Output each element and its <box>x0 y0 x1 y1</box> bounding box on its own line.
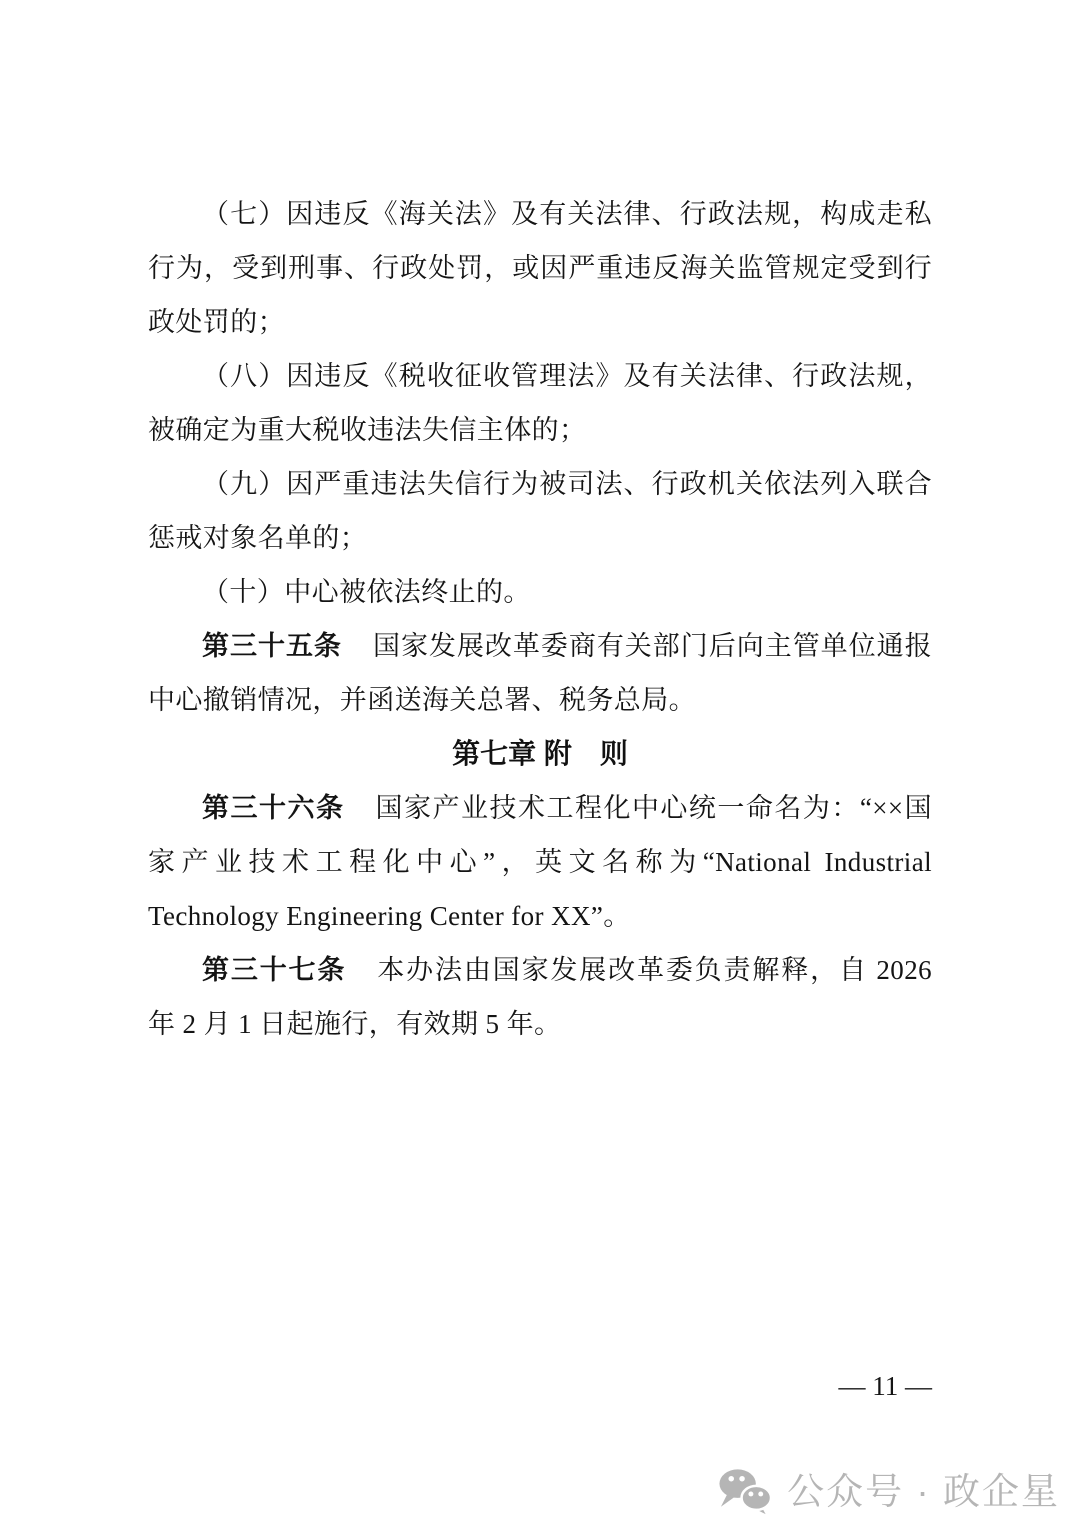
article-35-number: 第三十五条 <box>202 631 342 661</box>
article-36-paragraph <box>148 781 932 943</box>
article-37-paragraph <box>148 943 932 1051</box>
article-35-paragraph <box>148 619 932 727</box>
article-37-text: 本办法由国家发展改革委负责解释，自 2026 年 2 月 1 日起施行，有效期 5 年。 <box>148 955 932 1039</box>
article-36-number: 第三十六条 <box>202 793 345 823</box>
article-37-number: 第三十七条 <box>202 955 347 985</box>
watermark-text: 公众号 · 政企星 <box>787 1471 1060 1512</box>
clause-item-7: （七）因违反《海关法》及有关法律、行政法规，构成走私行为，受到刑事、行政处罚，或因严重违反海关监管规定受到行政处罚的； <box>148 199 932 337</box>
article-35-text: 国家发展改革委商有关部门后向主管单位通报中心撤销情况，并函送海关总署、税务总局。 <box>148 631 933 715</box>
watermark <box>717 1467 1060 1517</box>
page-number: — 11 — <box>838 1371 932 1401</box>
document-body <box>148 187 932 1051</box>
chapter-heading: 第七章 附 则 <box>452 738 628 769</box>
clause-item-9: （九）因严重违法失信行为被司法、行政机关依法列入联合惩戒对象名单的； <box>148 469 932 553</box>
wechat-icon <box>717 1467 774 1517</box>
clause-item-8: （八）因违反《税收征收管理法》及有关法律、行政法规，被确定为重大税收违法失信主体的； <box>148 361 932 445</box>
clause-item-10: （十）中心被依法终止的。 <box>202 577 531 607</box>
article-36-text: 国家产业技术工程化中心统一命名为：“××国家产业技术工程化中心”，英文名称为“National Industrial Technology Engineering Center for XX”。 <box>148 793 933 931</box>
